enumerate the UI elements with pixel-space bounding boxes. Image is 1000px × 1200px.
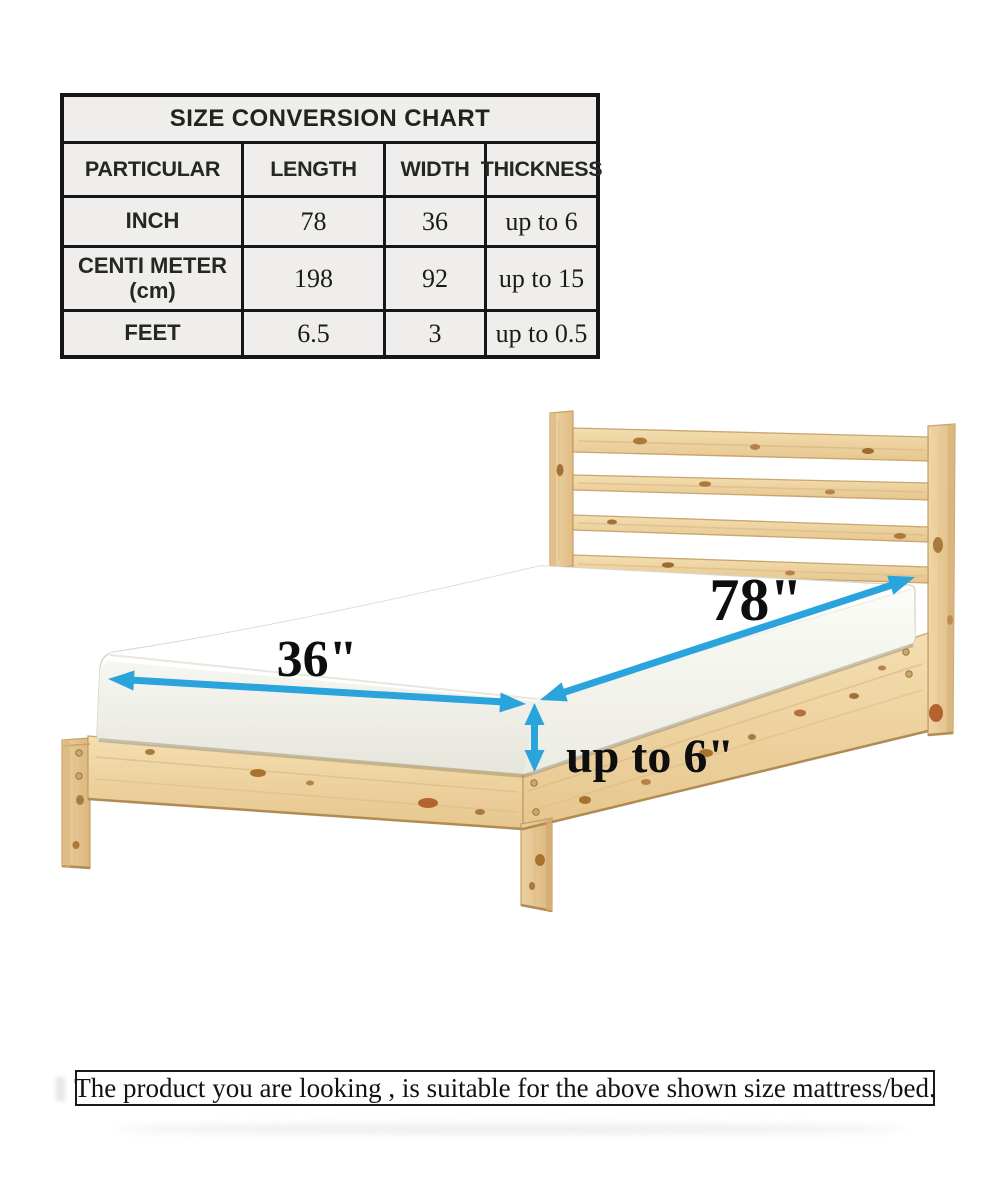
column-header-width: WIDTH [386,144,487,198]
footer-note-box [75,1070,935,1106]
post-shading [550,413,556,569]
column-header-thickness: THICKNESS [487,144,596,198]
inch-thickness-value: up to 6 [487,198,596,248]
table-title: SIZE CONVERSION CHART [64,97,596,144]
row-label-feet: FEET [64,312,244,355]
headboard-top-rail [573,428,928,461]
leg-shading [62,740,70,868]
feet-width-value: 3 [386,312,487,355]
scan-artifact [56,1077,65,1101]
cm-length-value: 198 [244,248,386,312]
thickness-dimension-label: up to 6" [565,730,735,783]
cm-thickness-value: up to 15 [487,248,596,312]
inch-width-value: 36 [386,198,487,248]
column-header-length: LENGTH [244,144,386,198]
feet-thickness-value: up to 0.5 [495,318,588,348]
feet-length-value: 6.5 [244,312,386,355]
leg-shading [546,818,552,911]
row-label-centimeter: CENTI METER (cm) [64,248,244,312]
inch-length-value: 78 [244,198,386,248]
row-label-inch: INCH [64,198,244,248]
length-dimension-label: 78" [709,567,803,633]
footer-note-text: The product you are looking , is suitable for the above shown size mattress/bed. [74,1072,936,1103]
width-dimension-label: 36" [276,631,358,688]
cm-width-value: 92 [386,248,487,312]
scan-artifact [115,1124,905,1134]
column-header-particular: PARTICULAR [64,144,244,198]
